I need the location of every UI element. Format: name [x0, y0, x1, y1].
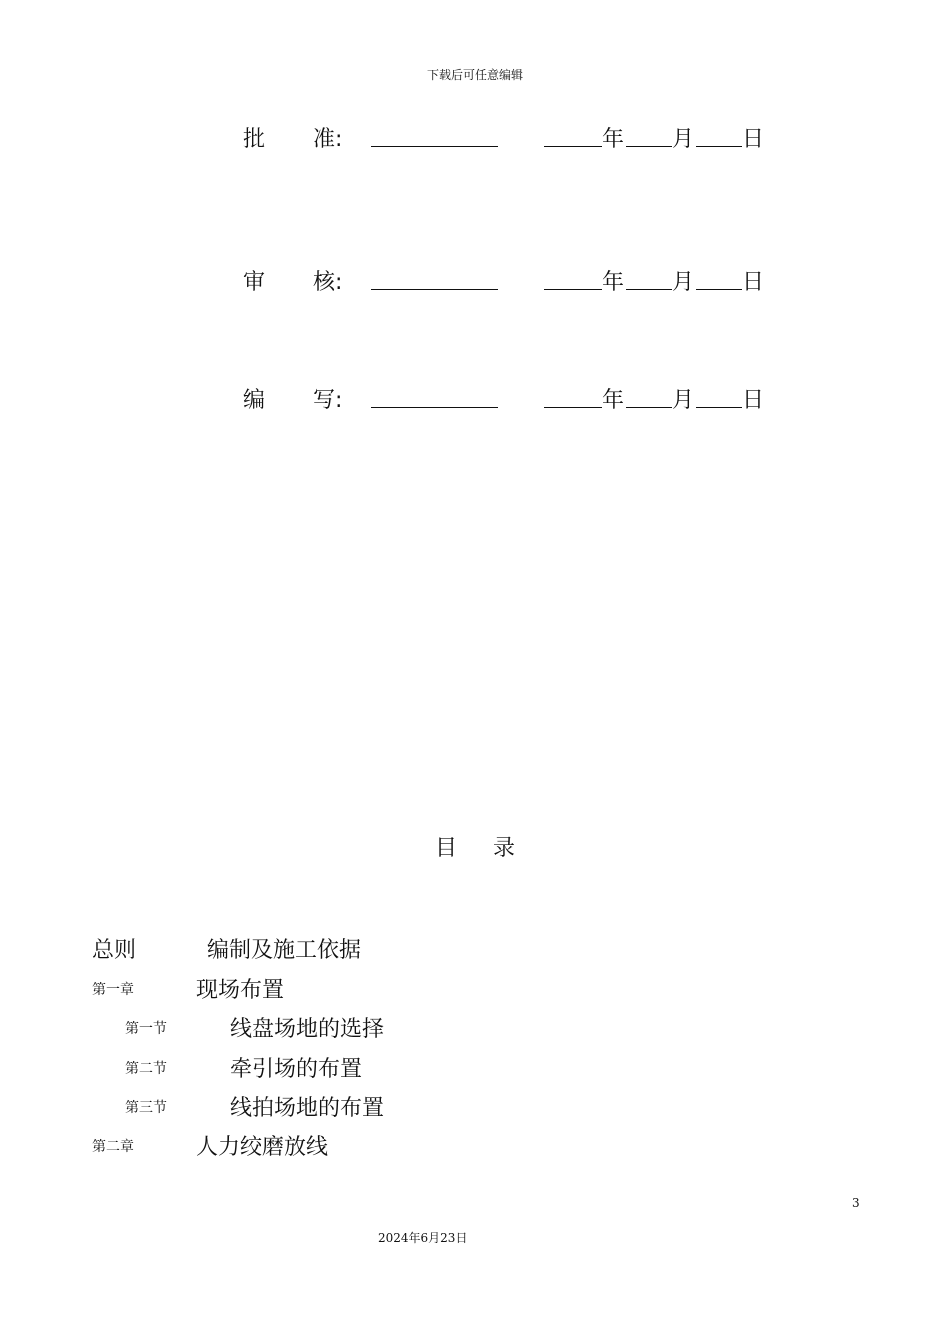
- signoff-label-second: 写:: [313, 388, 343, 413]
- toc-entry-text: 线盘场地的选择: [230, 1017, 385, 1042]
- page-header: 下载后可任意编辑: [426, 68, 523, 82]
- day-label: 日: [742, 127, 765, 152]
- month-line: [626, 407, 672, 408]
- signoff-label-first: 审: [243, 270, 266, 295]
- day-label: 日: [742, 270, 765, 295]
- signoff-label-second: 核:: [313, 270, 343, 295]
- month-label: 月: [672, 270, 695, 295]
- month-line: [626, 146, 672, 147]
- toc-entry-text: 牵引场的布置: [230, 1057, 363, 1082]
- toc-entry-text: 编制及施工依据: [207, 938, 362, 963]
- signature-line: [371, 289, 498, 290]
- month-label: 月: [672, 388, 695, 413]
- signoff-label-first: 编: [243, 388, 266, 413]
- signature-line: [371, 146, 498, 147]
- year-label: 年: [602, 388, 625, 413]
- toc-entry-text: 线拍场地的布置: [230, 1096, 385, 1121]
- year-line: [544, 289, 602, 290]
- year-label: 年: [602, 127, 625, 152]
- day-line: [696, 407, 742, 408]
- year-line: [544, 146, 602, 147]
- toc-entry-label: 第二章: [92, 1139, 134, 1155]
- toc-entry-label: 第三节: [125, 1100, 167, 1116]
- toc-title-first: 目: [435, 836, 458, 861]
- month-line: [626, 289, 672, 290]
- month-label: 月: [672, 127, 695, 152]
- footer-date: 2024年6月23日: [378, 1231, 468, 1245]
- year-line: [544, 407, 602, 408]
- toc-entry-text: 人力绞磨放线: [196, 1135, 329, 1160]
- signoff-label-second: 准:: [313, 127, 343, 152]
- year-label: 年: [602, 270, 625, 295]
- day-line: [696, 146, 742, 147]
- day-line: [696, 289, 742, 290]
- page-number: 3: [852, 1196, 860, 1210]
- toc-entry-label: 第一节: [125, 1021, 167, 1037]
- toc-entry-label: 第二节: [125, 1061, 167, 1077]
- toc-entry-label: 总则: [92, 938, 137, 963]
- day-label: 日: [742, 388, 765, 413]
- signature-line: [371, 407, 498, 408]
- toc-entry-label: 第一章: [92, 982, 134, 998]
- toc-entry-text: 现场布置: [196, 978, 285, 1003]
- signoff-label-first: 批: [243, 127, 266, 152]
- toc-title-second: 录: [493, 836, 516, 861]
